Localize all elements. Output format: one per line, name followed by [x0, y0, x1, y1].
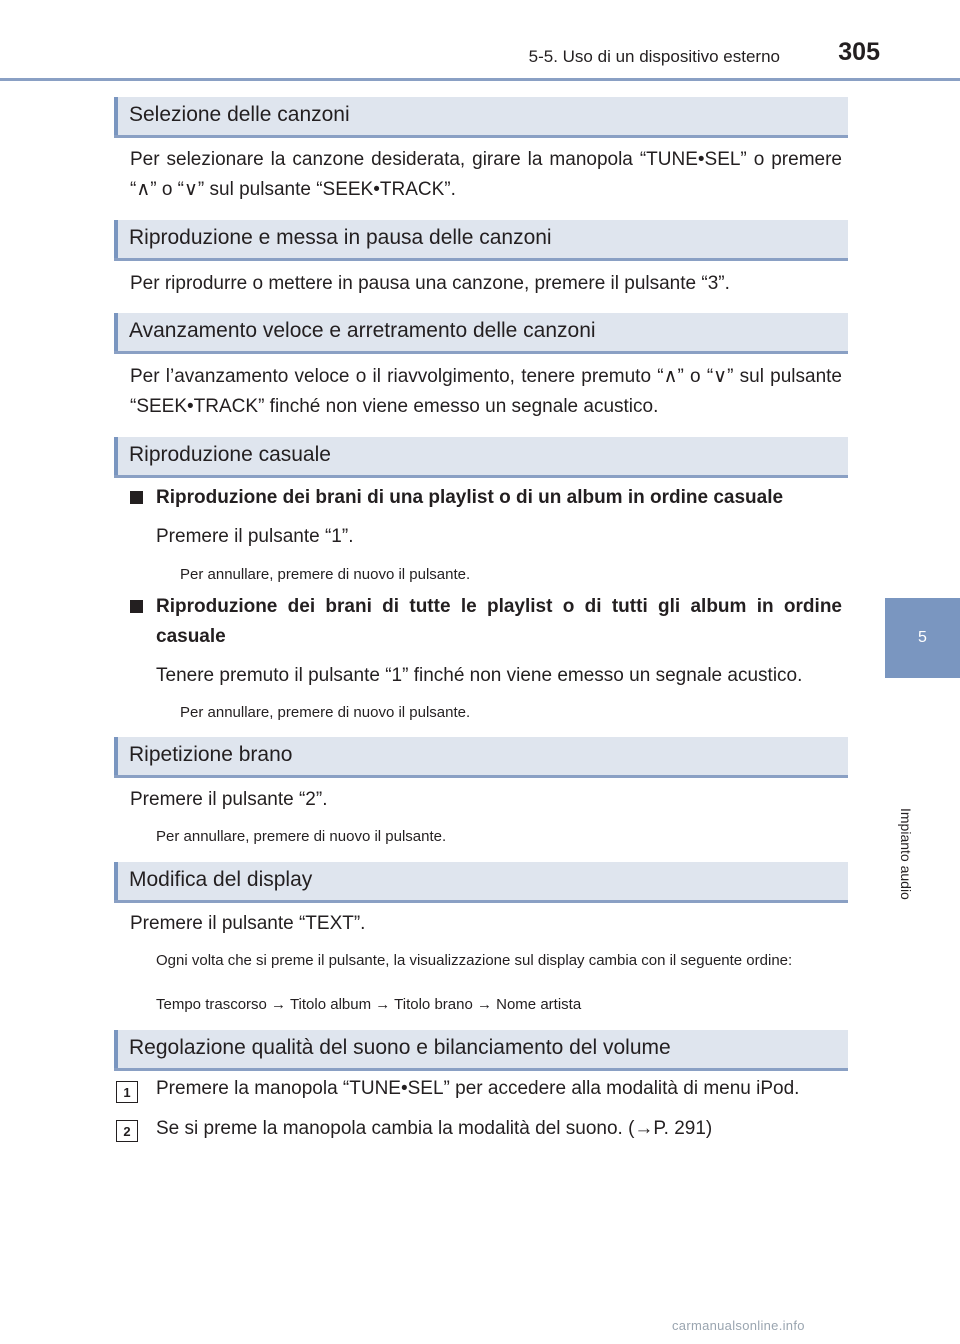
- chapter-number: 5: [918, 629, 927, 646]
- page-number: 305: [838, 38, 880, 66]
- paragraph-selezione: Per selezionare la canzone desiderata, girare la manopola “TUNE•SEL” o premere “∧” o “∨” sul pulsante “SEEK•TRACK”.: [130, 149, 842, 200]
- note-display: Ogni volta che si preme il pulsante, la visualizzazione sul display cambia con il seguente ordine:: [156, 952, 793, 969]
- paragraph-riproduzione: Per riprodurre o mettere in pausa una canzone, premere il pulsante “3”.: [130, 273, 730, 294]
- paragraph-display: Premere il pulsante “TEXT”.: [130, 913, 366, 934]
- square-bullet-icon: [130, 600, 143, 613]
- note-ripetizione: Per annullare, premere di nuovo il pulsante.: [156, 828, 447, 845]
- watermark: carmanualsonline.info: [672, 1318, 805, 1333]
- display-sequence: Tempo trascorso → Titolo album → Titolo brano → Nome artista: [156, 996, 582, 1013]
- section-heading-regolazione: Regolazione qualità del suono e bilanciamento del volume: [114, 1030, 848, 1071]
- section-heading-riproduzione: Riproduzione e messa in pausa delle canzoni: [114, 220, 848, 261]
- chapter-label: Impianto audio: [898, 808, 914, 900]
- step-text-2: Se si preme la manopola cambia la modalità del suono. (→P. 291): [156, 1118, 713, 1139]
- step-number-2: 2: [116, 1120, 138, 1142]
- section-heading-casuale: Riproduzione casuale: [114, 437, 848, 478]
- section-heading-ripetizione: Ripetizione brano: [114, 737, 848, 778]
- bullet-heading: Riproduzione dei brani di una playlist o di un album in ordine casuale: [130, 483, 842, 513]
- section-heading-avanzamento: Avanzamento veloce e arretramento delle canzoni: [114, 313, 848, 354]
- step-text-1: Premere la manopola “TUNE•SEL” per accedere alla modalità di menu iPod.: [156, 1078, 800, 1099]
- bullet-heading: Riproduzione dei brani di tutte le playlist o di tutti gli album in ordine casuale: [130, 592, 842, 652]
- section-heading-display: Modifica del display: [114, 862, 848, 903]
- header-rule: [0, 78, 960, 81]
- note-casuale-2: Per annullare, premere di nuovo il pulsante.: [180, 704, 471, 721]
- paragraph-casuale-1: Premere il pulsante “1”.: [156, 526, 354, 547]
- note-casuale-1: Per annullare, premere di nuovo il pulsante.: [180, 566, 471, 583]
- paragraph-ripetizione: Premere il pulsante “2”.: [130, 789, 328, 810]
- paragraph-avanzamento: Per l’avanzamento veloce o il riavvolgimento, tenere premuto “∧” o “∨” sul pulsante “SEEK•TRACK” finché non viene emesso un segnale acustico.: [130, 366, 842, 417]
- square-bullet-icon: [130, 491, 143, 504]
- paragraph-casuale-2: Tenere premuto il pulsante “1” finché non viene emesso un segnale acustico.: [156, 665, 803, 686]
- step-number-1: 1: [116, 1081, 138, 1103]
- section-heading-selezione: Selezione delle canzoni: [114, 97, 848, 138]
- chapter-tab: [885, 598, 960, 678]
- running-header-section: 5-5. Uso di un dispositivo esterno: [528, 47, 780, 66]
